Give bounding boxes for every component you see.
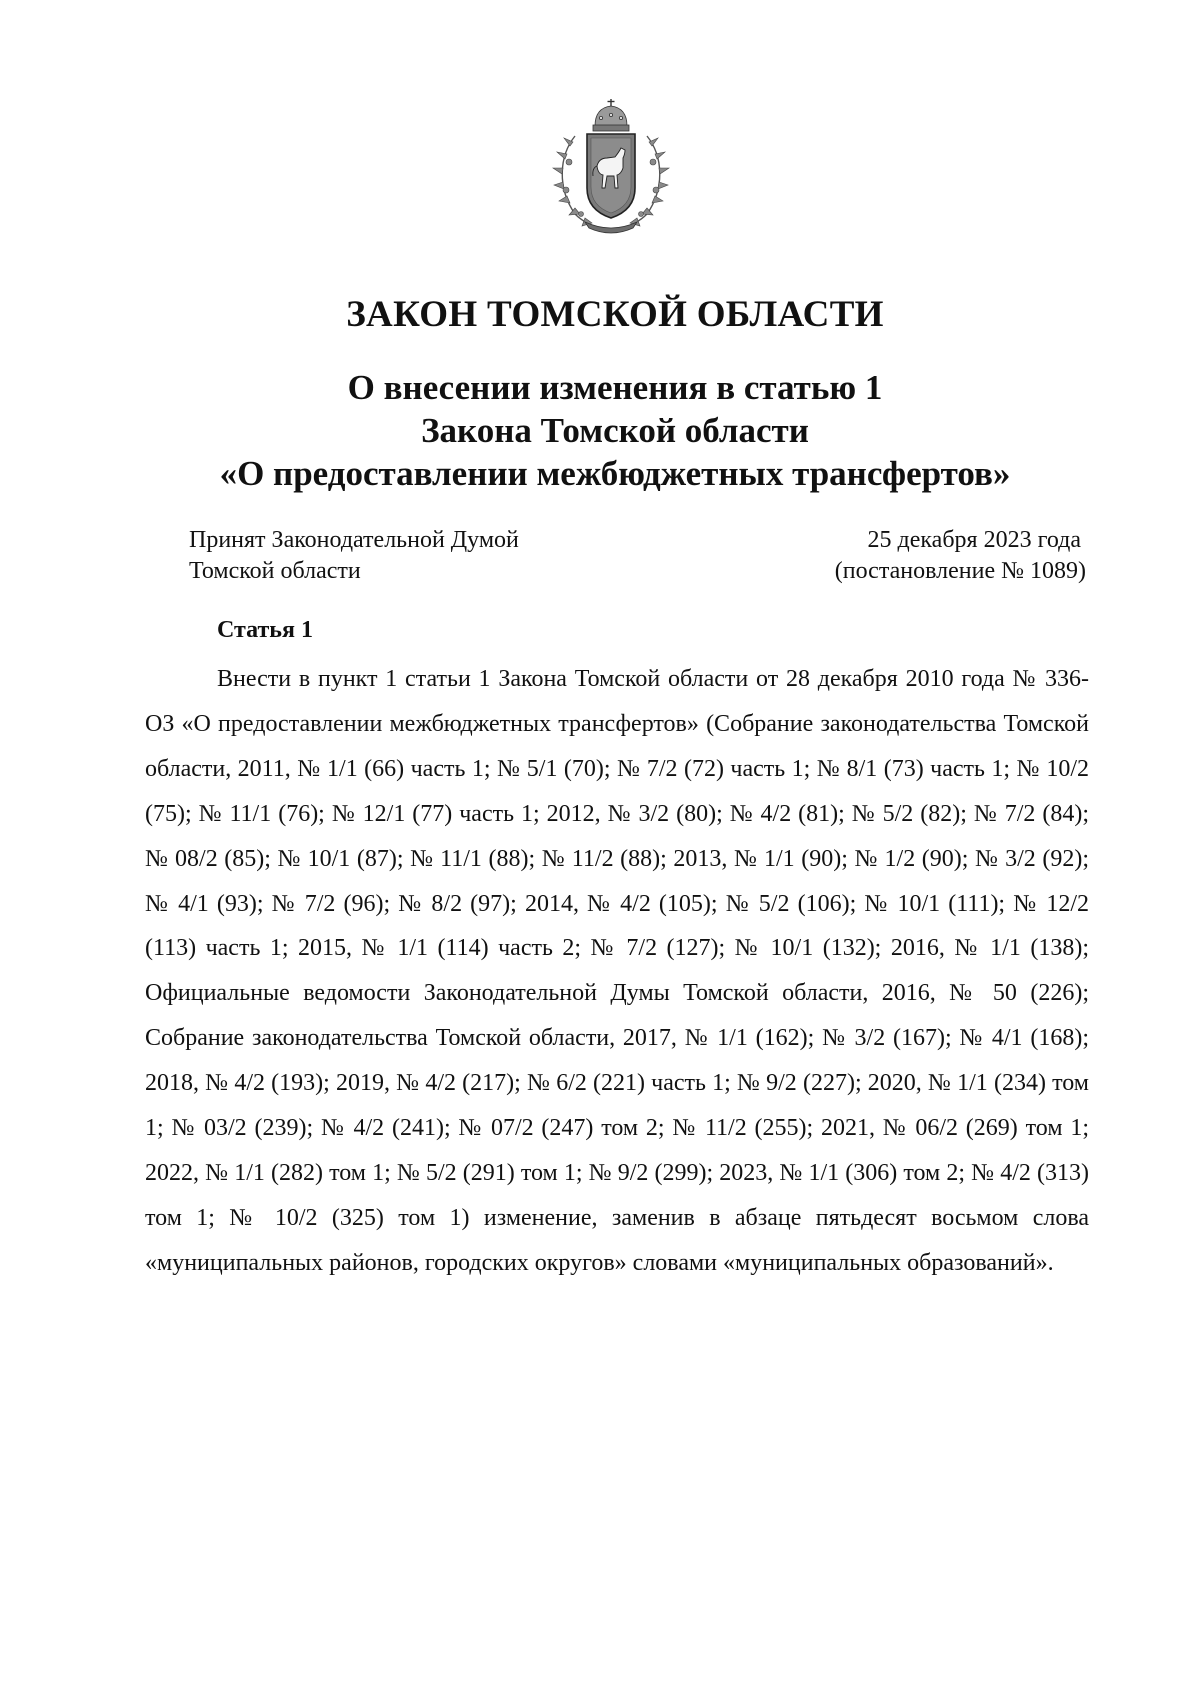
adoption-date: 25 декабря 2023 года	[867, 527, 1081, 553]
subtitle-line: «О предоставлении межбюджетных трансфертов»	[219, 454, 1011, 493]
adopted-by-line: Принят Законодательной Думой	[189, 527, 519, 553]
adoption-date-block	[835, 525, 1086, 587]
tomsk-oblast-coat-of-arms-icon	[545, 96, 677, 234]
adopted-by-line: Томской области	[189, 558, 361, 584]
law-subtitle	[0, 366, 1200, 495]
law-title: ЗАКОН ТОМСКОЙ ОБЛАСТИ	[346, 294, 884, 335]
resolution-number: (постановление № 1089)	[834, 558, 1086, 584]
subtitle-line: О внесении изменения в статью 1	[347, 368, 883, 407]
article-body: Внести в пункт 1 статьи 1 Закона Томской области от 28 декабря 2010 года № 336-ОЗ «О предоставлении межбюджетных трансфертов» (Собрание законодательства Томской области, 2011, № 1/1 (66) часть 1; № 5/1 (70); № 7/2 (72) часть 1; № 8/1 (73) часть 1; № 10/2 (75); № 11/1 (76); № 12/1 (77) часть 1; 2012, № 3/2 (80); № 4/2 (81); № 5/2 (82); № 7/2 (84); № 08/2 (85); № 10/1 (87); № 11/1 (88); № 11/2 (88); 2013, № 1/1 (90); № 1/2 (90); № 3/2 (92); № 4/1 (93); № 7/2 (96); № 8/2 (97); 2014, № 4/2 (105); № 5/2 (106); № 10/1 (111); № 12/2 (113) часть 1; 2015, № 1/1 (114) часть 2; № 7/2 (127); № 10/1 (132); 2016, № 1/1 (138); Официальные ведомости Законодательной Думы Томской области, 2016, № 50 (226); Собрание законодательства Томской области, 2017, № 1/1 (162); № 3/2 (167); № 4/1 (168); 2018, № 4/2 (193); 2019, № 4/2 (217); № 6/2 (221) часть 1; № 9/2 (227); 2020, № 1/1 (234) том 1; № 03/2 (239); № 4/2 (241); № 07/2 (247) том 2; № 11/2 (255); 2021, № 06/2 (269) том 1; 2022, № 1/1 (282) том 1; № 5/2 (291) том 1; № 9/2 (299); 2023, № 1/1 (306) том 2; № 4/2 (313) том 1; № 10/2 (325) том 1) изменение, заменив в абзаце пятьдесят восьмом слова «муниципальных районов, городских округов» словами «муниципальных образований».	[145, 666, 1089, 1276]
subtitle-line: Закона Томской области	[421, 411, 809, 450]
article-heading: Статья 1	[217, 617, 313, 643]
adopted-by-block	[189, 525, 519, 587]
